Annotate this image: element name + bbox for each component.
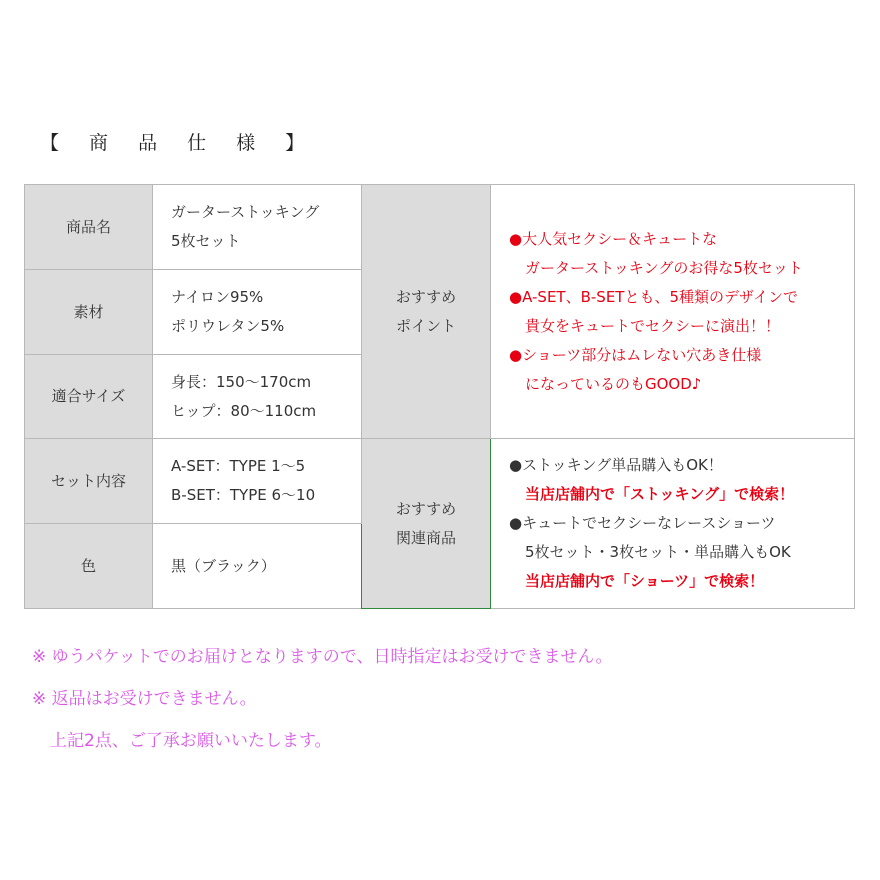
point-line: になっているのもGOOD♪ <box>525 374 702 393</box>
related-search-link: 当店店舗内で「ストッキング」で検索！ <box>525 485 795 503</box>
related-line: 5枚セット・3枚セット・単品購入もOK <box>525 543 791 561</box>
spec-value-line: ナイロン95% <box>171 288 264 306</box>
note-line: 上記2点、ご了承お願いいたします。 <box>50 731 332 751</box>
spec-row-name <box>25 185 855 270</box>
spec-value-line: ヒップ：80〜110cm <box>171 401 317 420</box>
related-products-text <box>491 439 855 609</box>
note-line: ※ ゆうパケットでのお届けとなりますので、日時指定はお受けできません。 <box>32 647 613 667</box>
spec-row-set <box>25 439 855 524</box>
spec-value-name <box>153 185 362 270</box>
related-products-label <box>362 439 491 609</box>
notes <box>32 636 612 762</box>
spec-table <box>24 184 855 609</box>
point-line: ●A-SET、B-SETとも、5種類のデザインで <box>509 287 798 306</box>
spec-value-line: 5枚セット <box>171 232 241 250</box>
spec-value-size <box>153 355 362 439</box>
spec-value-line: ガーターストッキング <box>171 203 320 221</box>
spec-label-color: 色 <box>25 524 153 609</box>
spec-value-line: B-SET：TYPE 6〜10 <box>171 486 316 504</box>
related-search-link: 当店店舗内で「ショーツ」で検索！ <box>525 572 765 590</box>
spec-value-color <box>153 524 362 609</box>
spec-label-material: 素材 <box>25 270 153 355</box>
recommend-point-label-line: ポイント <box>395 316 456 335</box>
spec-value-line: 黒（ブラック） <box>171 556 276 575</box>
point-line: 貴女をキュートでセクシーに演出！！ <box>525 316 781 335</box>
related-line: ●キュートでセクシーなレースショーツ <box>509 514 776 532</box>
related-label-line: 関連商品 <box>395 528 456 547</box>
spec-value-line: A-SET：TYPE 1〜5 <box>171 457 306 475</box>
related-line: ●ストッキング単品購入もOK！ <box>509 456 723 474</box>
spec-value-line: ポリウレタン5% <box>171 317 285 335</box>
spec-value-material <box>153 270 362 355</box>
related-label-line: おすすめ <box>395 499 457 518</box>
point-line: ガーターストッキングのお得な5枚セット <box>525 258 803 277</box>
note-line: ※ 返品はお受けできません。 <box>32 689 257 709</box>
spec-label-name: 商品名 <box>25 185 153 270</box>
point-line: ●ショーツ部分はムレない穴あき仕様 <box>509 345 762 364</box>
spec-value-line: 身長：150〜170cm <box>171 372 312 391</box>
point-line: ●大人気セクシー＆キュートな <box>509 229 718 248</box>
recommend-point-label-line: おすすめ <box>395 287 457 306</box>
spec-label-size: 適合サイズ <box>25 355 153 439</box>
section-heading: 【 商 品 仕 様 】 <box>40 132 317 154</box>
spec-value-set <box>153 439 362 524</box>
spec-label-set: セット内容 <box>25 439 153 524</box>
recommend-point-text <box>491 185 855 439</box>
recommend-point-label <box>362 185 491 439</box>
